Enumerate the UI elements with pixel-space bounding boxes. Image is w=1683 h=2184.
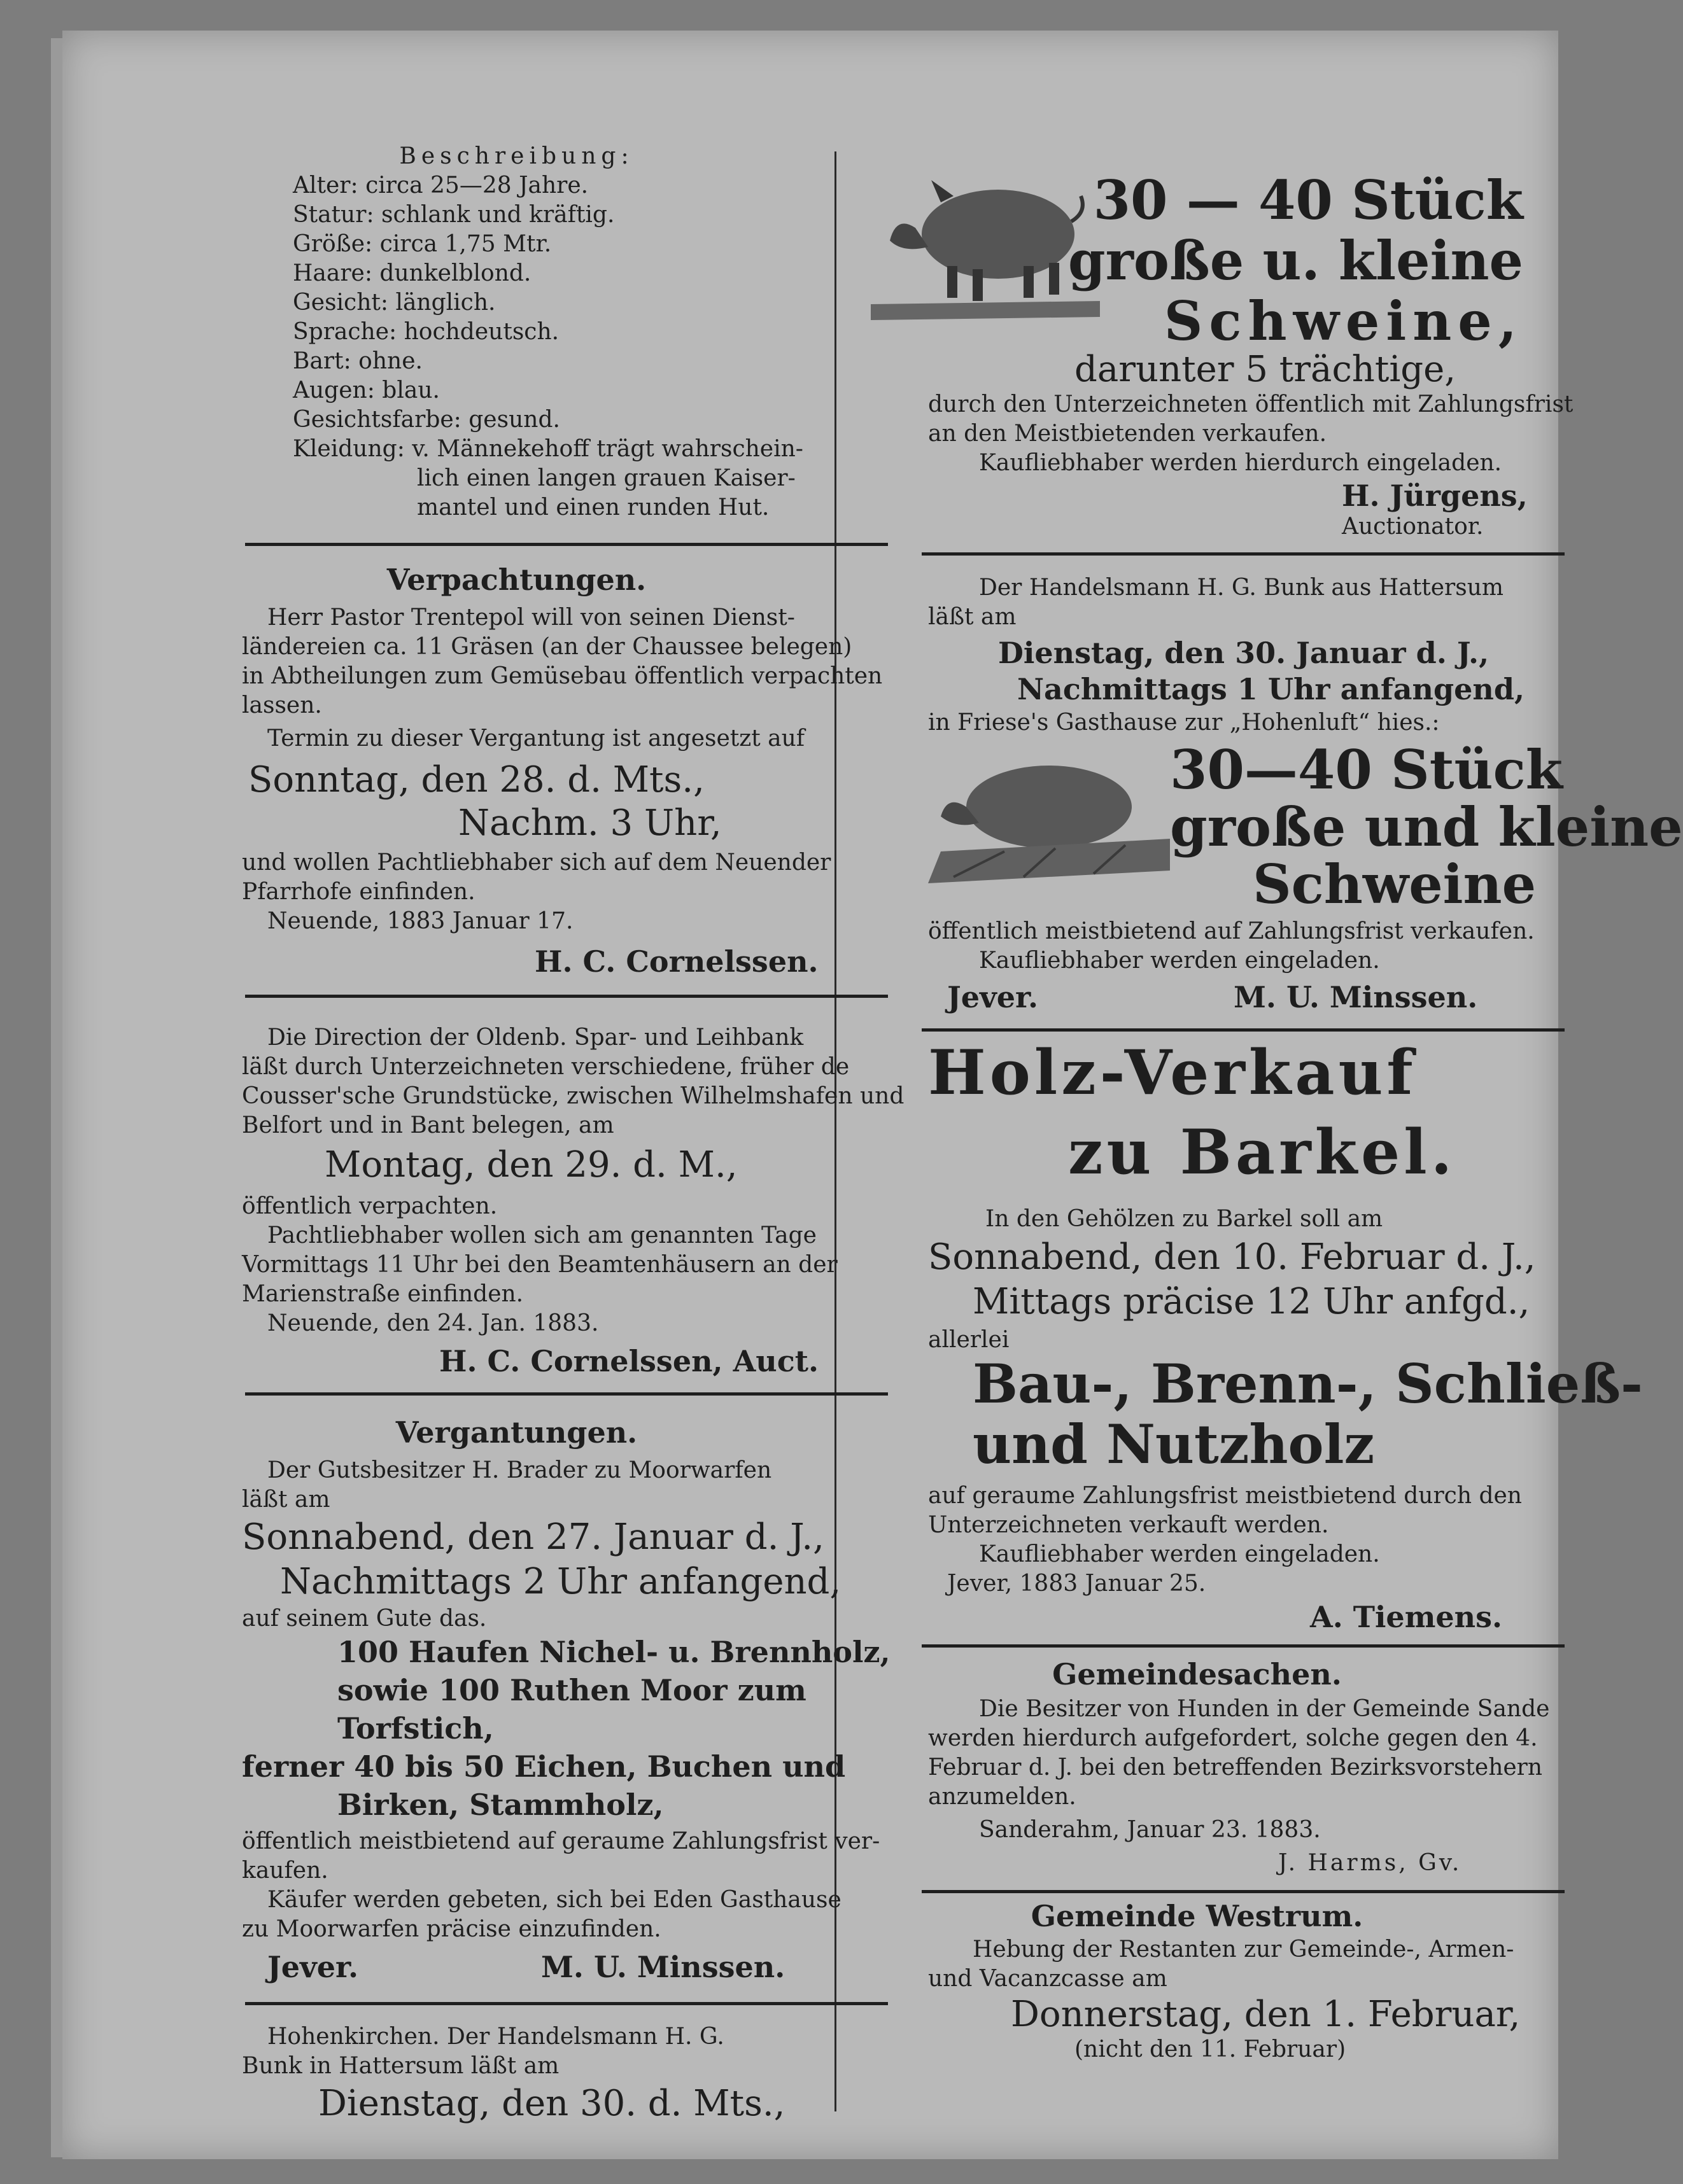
text-line: und Vacanzcasse am bbox=[928, 1966, 1167, 1992]
pig-illustration-icon bbox=[928, 743, 1170, 896]
text-line: Kaufliebhaber werden eingeladen. bbox=[979, 948, 1380, 974]
verpachtungen-heading: Verpachtungen. bbox=[386, 563, 647, 597]
holz-title: Holz-Verkauf bbox=[928, 1037, 1417, 1109]
text-line: in Friese's Gasthause zur „Hohenluft“ hies.: bbox=[928, 710, 1440, 736]
pig-illustration-icon bbox=[871, 158, 1100, 323]
text-line: auf geraume Zahlungsfrist meistbietend durch den bbox=[928, 1483, 1522, 1509]
pigs1-headline: Schweine, bbox=[1164, 290, 1523, 353]
item-line: 100 Haufen Nichel- u. Brennholz, bbox=[337, 1635, 891, 1669]
holz-signature: A. Tiemens. bbox=[1310, 1600, 1502, 1634]
holz-date: Sonnabend, den 10. Februar d. J., bbox=[928, 1236, 1536, 1278]
vergantungen-time: Nachmittags 2 Uhr anfangend, bbox=[280, 1561, 842, 1602]
text-line: Belfort und in Bant belegen, am bbox=[242, 1112, 614, 1138]
divider bbox=[922, 1890, 1565, 1893]
divider bbox=[922, 1028, 1565, 1032]
text-line: zu Moorwarfen präcise einzufinden. bbox=[242, 1916, 661, 1942]
text-line: Cousser'sche Grundstücke, zwischen Wilhelmshafen und bbox=[242, 1083, 905, 1109]
pigs1-signature: H. Jürgens, bbox=[1342, 479, 1528, 513]
text-line: Käufer werden gebeten, sich bei Eden Gasthause bbox=[267, 1887, 842, 1913]
pigs2-headline: Schweine bbox=[1253, 853, 1537, 916]
westrum-note: (nicht den 11. Februar) bbox=[1074, 2036, 1346, 2062]
vergantungen-place: Jever. bbox=[267, 1950, 359, 1984]
text-line: Pfarrhofe einfinden. bbox=[242, 879, 475, 905]
direction-signature: H. C. Cornelssen, Auct. bbox=[439, 1344, 819, 1378]
text-line: Marienstraße einfinden. bbox=[242, 1281, 524, 1307]
text-line: Der Handelsmann H. G. Bunk aus Hattersum bbox=[979, 575, 1504, 601]
holz-title: zu Barkel. bbox=[1068, 1116, 1456, 1188]
divider bbox=[922, 552, 1565, 556]
text-line: Unterzeichneten verkauft werden. bbox=[928, 1512, 1329, 1538]
description-line: Gesichtsfarbe: gesund. bbox=[293, 407, 560, 433]
verpachtungen-date: Sonntag, den 28. d. Mts., bbox=[248, 759, 705, 801]
item-line: ferner 40 bis 50 Eichen, Buchen und bbox=[242, 1749, 846, 1784]
vergantungen-date: Sonnabend, den 27. Januar d. J., bbox=[242, 1516, 824, 1558]
pigs2-time: Nachmittags 1 Uhr anfangend, bbox=[1017, 672, 1525, 706]
text-line: Pachtliebhaber wollen sich am genannten Tage bbox=[267, 1222, 817, 1249]
text-line: werden hierdurch aufgefordert, solche gegen den 4. bbox=[928, 1725, 1538, 1751]
text-line: in Abtheilungen zum Gemüsebau öffentlich verpachten bbox=[242, 663, 883, 689]
gemeinde-signature: J. Harms, Gv. bbox=[1278, 1850, 1462, 1876]
text-line: Die Besitzer von Hunden in der Gemeinde Sande bbox=[979, 1696, 1550, 1722]
text-line: Vormittags 11 Uhr bei den Beamtenhäusern an der bbox=[242, 1252, 838, 1278]
westrum-heading: Gemeinde Westrum. bbox=[1031, 1899, 1363, 1933]
holz-item: Bau-, Brenn-, Schließ- bbox=[973, 1352, 1643, 1415]
text-line: Die Direction der Oldenb. Spar- und Leihbank bbox=[267, 1025, 804, 1051]
text-line: und wollen Pachtliebhaber sich auf dem Neuender bbox=[242, 850, 831, 876]
pigs1-headline: 30 — 40 Stück bbox=[1093, 169, 1523, 232]
text-line: Neuende, 1883 Januar 17. bbox=[267, 908, 574, 934]
description-line: Sprache: hochdeutsch. bbox=[293, 319, 560, 345]
description-line: Gesicht: länglich. bbox=[293, 290, 496, 316]
text-line: Neuende, den 24. Jan. 1883. bbox=[267, 1310, 599, 1336]
hohenkirchen-date: Dienstag, den 30. d. Mts., bbox=[318, 2083, 785, 2124]
newspaper-page bbox=[62, 31, 1683, 2159]
text-line: ländereien ca. 11 Gräsen (an der Chaussee belegen) bbox=[242, 634, 852, 660]
text-line: Sanderahm, Januar 23. 1883. bbox=[979, 1817, 1321, 1843]
divider bbox=[245, 543, 888, 546]
text-line: Februar d. J. bei den betreffenden Bezirksvorstehern bbox=[928, 1754, 1543, 1781]
divider bbox=[245, 995, 888, 998]
text-line: öffentlich meistbietend auf geraume Zahlungsfrist ver- bbox=[242, 1828, 880, 1854]
description-line: Statur: schlank und kräftig. bbox=[293, 202, 615, 228]
text-line: kaufen. bbox=[242, 1858, 328, 1884]
pigs2-place: Jever. bbox=[947, 980, 1039, 1014]
text-line: durch den Unterzeichneten öffentlich mit Zahlungsfrist bbox=[928, 391, 1574, 417]
text-line: öffentlich verpachten. bbox=[242, 1193, 498, 1219]
pigs2-signature: M. U. Minssen. bbox=[1234, 980, 1478, 1014]
text-line: Herr Pastor Trentepol will von seinen Dienst- bbox=[267, 605, 795, 631]
vergantungen-signature: M. U. Minssen. bbox=[541, 1950, 785, 1984]
direction-date: Montag, den 29. d. M., bbox=[325, 1144, 738, 1186]
text-line: Bunk in Hattersum läßt am bbox=[242, 2053, 560, 2079]
pigs1-role: Auctionator. bbox=[1342, 514, 1484, 540]
holz-time: Mittags präcise 12 Uhr anfgd., bbox=[973, 1281, 1530, 1322]
text-line: Kaufliebhaber werden eingeladen. bbox=[979, 1541, 1380, 1567]
column-rule bbox=[834, 151, 836, 2111]
text-line: allerlei bbox=[928, 1327, 1010, 1353]
pigs1-headline: große u. kleine bbox=[1067, 229, 1523, 292]
description-line: Haare: dunkelblond. bbox=[293, 260, 532, 286]
text-line: anzumelden. bbox=[928, 1784, 1076, 1810]
text-line: Kaufliebhaber werden hierdurch eingeladen. bbox=[979, 450, 1502, 476]
item-line: Birken, Stammholz, bbox=[337, 1788, 664, 1822]
description-line: mantel und einen runden Hut. bbox=[417, 494, 770, 521]
description-line: Augen: blau. bbox=[293, 377, 440, 403]
pigs2-headline: 30—40 Stück bbox=[1170, 738, 1563, 801]
pigs2-date: Dienstag, den 30. Januar d. J., bbox=[998, 636, 1489, 670]
divider bbox=[245, 1392, 888, 1396]
description-line: Kleidung: v. Männekehoff trägt wahrschein- bbox=[293, 436, 803, 462]
divider bbox=[922, 1644, 1565, 1648]
vergantungen-heading: Vergantungen. bbox=[395, 1415, 638, 1450]
westrum-date: Donnerstag, den 1. Februar, bbox=[1011, 1994, 1521, 2035]
item-line: sowie 100 Ruthen Moor zum bbox=[337, 1673, 806, 1707]
text-line: Der Gutsbesitzer H. Brader zu Moorwarfen bbox=[267, 1457, 772, 1483]
gemeinde-heading: Gemeindesachen. bbox=[1052, 1657, 1342, 1691]
text-line: Jever, 1883 Januar 25. bbox=[947, 1571, 1206, 1597]
item-line: Torfstich, bbox=[337, 1711, 494, 1746]
verpachtungen-signature: H. C. Cornelssen. bbox=[535, 944, 819, 979]
description-line: Größe: circa 1,75 Mtr. bbox=[293, 231, 552, 257]
text-line: Hohenkirchen. Der Handelsmann H. G. bbox=[267, 2024, 724, 2050]
description-line: Alter: circa 25—28 Jahre. bbox=[293, 172, 589, 199]
text-line: Hebung der Restanten zur Gemeinde-, Armen- bbox=[973, 1936, 1514, 1963]
text-line: auf seinem Gute das. bbox=[242, 1606, 487, 1632]
text-line: an den Meistbietenden verkaufen. bbox=[928, 421, 1327, 447]
text-line: läßt durch Unterzeichneten verschiedene, früher de bbox=[242, 1054, 850, 1080]
holz-item: und Nutzholz bbox=[973, 1413, 1375, 1476]
verpachtungen-time: Nachm. 3 Uhr, bbox=[458, 802, 722, 844]
description-line: Bart: ohne. bbox=[293, 348, 423, 374]
pigs2-headline: große und kleine bbox=[1170, 795, 1683, 858]
description-title: Beschreibung: bbox=[399, 143, 634, 169]
text-line: öffentlich meistbietend auf Zahlungsfrist verkaufen. bbox=[928, 918, 1535, 944]
text-line: Termin zu dieser Vergantung ist angesetzt auf bbox=[267, 725, 805, 752]
description-line: lich einen langen grauen Kaiser- bbox=[417, 465, 796, 491]
text-line: lassen. bbox=[242, 692, 322, 718]
text-line: In den Gehölzen zu Barkel soll am bbox=[985, 1206, 1383, 1232]
divider bbox=[245, 2002, 888, 2005]
text-line: läßt am bbox=[242, 1487, 330, 1513]
text-line: läßt am bbox=[928, 604, 1017, 630]
pigs1-sub: darunter 5 trächtige, bbox=[1074, 349, 1456, 390]
